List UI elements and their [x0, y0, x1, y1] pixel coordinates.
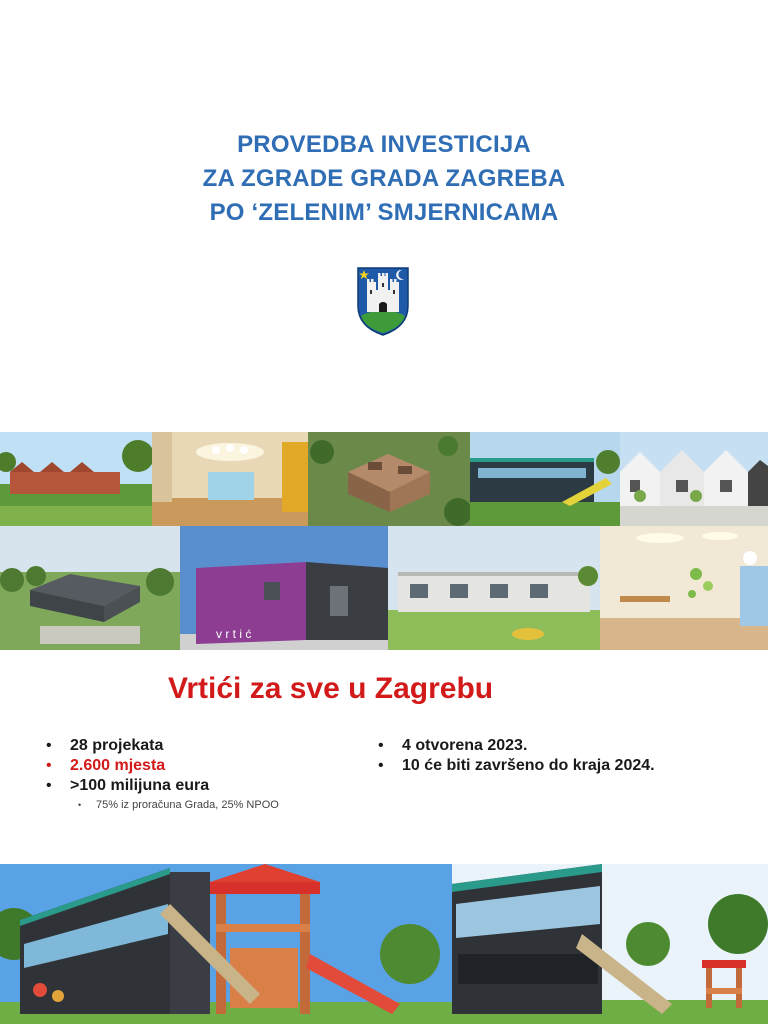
list-item: • 10 će biti završeno do kraja 2024. [378, 757, 655, 774]
photo-kindergarten-playground-2 [452, 864, 768, 1024]
bullet-icon: • [46, 757, 52, 774]
photo-kindergarten-exterior-2 [470, 432, 620, 526]
bullet-icon: • [46, 777, 52, 794]
photo-kindergarten-playground-1 [0, 864, 452, 1024]
zagreb-coat-of-arms-icon [355, 266, 411, 336]
bullet-icon: • [378, 757, 384, 774]
svg-text:v r t i ć: v r t i ć [216, 627, 252, 641]
bullet-icon: • [46, 737, 52, 754]
bullet-list-left [46, 736, 279, 814]
page-title [0, 128, 768, 230]
bullet-list-right [378, 736, 655, 776]
list-item: • 28 projekata [46, 737, 164, 754]
photo-kindergarten-render-courtyard [388, 526, 600, 650]
bullet-icon: • [378, 737, 384, 754]
photo-kindergarten-exterior-1 [0, 432, 152, 526]
photo-kindergarten-interior-1 [152, 432, 308, 526]
list-item: • 2.600 mjesta [46, 757, 166, 774]
title-line-1: PROVEDBA INVESTICIJA [237, 131, 531, 158]
list-item: • 4 otvorena 2023. [378, 737, 528, 754]
title-line-3: PO ‘ZELENIM’ SMJERNICAMA [209, 199, 559, 226]
photo-kindergarten-render-aerial-1 [308, 432, 470, 526]
photo-kindergarten-purple-facade [180, 526, 388, 650]
photo-kindergarten-exterior-3 [620, 432, 768, 526]
list-sub-item: • 75% iz proračuna Grada, 25% NPOO [46, 796, 279, 814]
photo-kindergarten-render-aerial-2 [0, 526, 180, 650]
list-item: • >100 milijuna eura [46, 777, 210, 794]
title-line-2: ZA ZGRADE GRADA ZAGREBA [202, 165, 566, 192]
photo-kindergarten-interior-2 [600, 526, 768, 650]
bullet-icon: • [78, 800, 82, 810]
section-heading: Vrtići za sve u Zagrebu [168, 672, 494, 705]
